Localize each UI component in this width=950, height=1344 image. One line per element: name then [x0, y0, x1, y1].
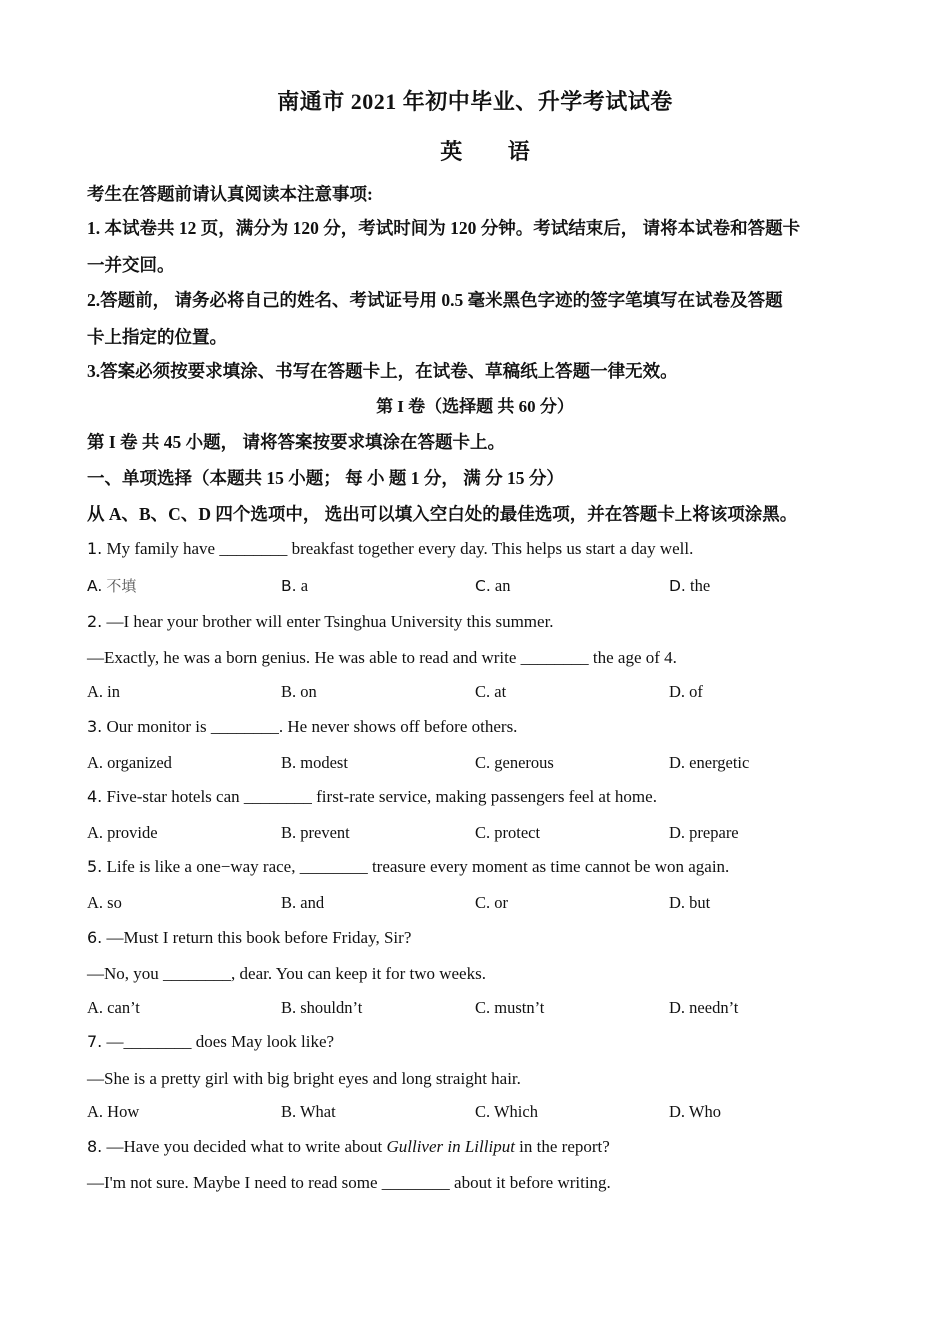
- option-letter: D.: [669, 893, 686, 912]
- q1-option-b: [281, 575, 308, 597]
- q4-option-c: [475, 822, 540, 844]
- exam-title: 南通市 2021 年初中毕业、升学考试试卷: [277, 89, 673, 114]
- option-letter: C.: [475, 998, 491, 1017]
- question-7-line2: —She is a pretty girl with big bright eyes and long straight hair.: [87, 1069, 521, 1088]
- option-text: of: [689, 682, 703, 701]
- option-letter: C.: [475, 1102, 491, 1121]
- option-letter: C.: [475, 753, 491, 772]
- option-letter: D.: [669, 682, 686, 701]
- option-letter: A.: [87, 753, 104, 772]
- section-instruction: 从 A、B、C、D 四个选项中， 选出可以填入空白处的最佳选项，并在答题卡上将该项涂黑。: [87, 504, 798, 524]
- option-letter: A.: [87, 577, 103, 595]
- q1-option-c: [475, 575, 510, 597]
- q5-option-b: [281, 892, 324, 914]
- option-text: modest: [300, 753, 348, 772]
- question-text-after: in the report?: [514, 1137, 610, 1156]
- option-text: on: [300, 682, 317, 701]
- question-text-before: —Have you decided what to write about: [106, 1137, 387, 1156]
- question-number: 1.: [87, 539, 103, 558]
- option-text: needn’t: [689, 998, 739, 1017]
- book-title: Gulliver in Lilliput: [386, 1137, 515, 1156]
- notice-item-2-cont: 卡上指定的位置。: [87, 327, 227, 347]
- option-text: mustn’t: [494, 998, 545, 1017]
- option-letter: D.: [669, 998, 686, 1017]
- option-letter: A.: [87, 823, 104, 842]
- q3-option-c: [475, 752, 554, 774]
- question-5-stem: [87, 856, 729, 878]
- q1-option-a: [87, 575, 136, 597]
- option-text: at: [494, 682, 507, 701]
- question-1-stem: [87, 538, 693, 560]
- option-letter: A.: [87, 682, 104, 701]
- question-number: 7.: [87, 1032, 103, 1051]
- question-text: —Must I return this book before Friday, Sir?: [106, 928, 412, 947]
- q5-option-c: [475, 892, 508, 914]
- option-text: prevent: [300, 823, 350, 842]
- q4-option-a: [87, 822, 158, 844]
- option-letter: B.: [281, 998, 297, 1017]
- q7-option-b: [281, 1101, 336, 1123]
- option-letter: B.: [281, 893, 297, 912]
- q6-option-d: [669, 997, 738, 1019]
- notice-heading: 考生在答题前请认真阅读本注意事项:: [87, 184, 373, 204]
- option-text: What: [299, 1102, 336, 1121]
- option-letter: B.: [281, 577, 297, 595]
- option-text: can’t: [107, 998, 140, 1017]
- option-letter: D.: [669, 823, 686, 842]
- q2-option-d: [669, 681, 703, 703]
- question-number: 3.: [87, 717, 103, 736]
- option-text: in: [107, 682, 121, 701]
- notice-item-1-cont: 一并交回。: [87, 255, 175, 275]
- q4-option-d: [669, 822, 739, 844]
- notice-item-1: 1. 本试卷共 12 页，满分为 120 分，考试时间为 120 分钟。考试结束后， 请将本试卷和答题卡: [87, 218, 801, 238]
- option-letter: B.: [281, 682, 297, 701]
- option-text: or: [494, 893, 509, 912]
- question-3-stem: [87, 716, 517, 738]
- q6-option-c: [475, 997, 544, 1019]
- question-6-stem: [87, 927, 411, 949]
- q4-option-b: [281, 822, 350, 844]
- option-text: and: [300, 893, 325, 912]
- q5-option-a: [87, 892, 122, 914]
- option-letter: B.: [281, 753, 297, 772]
- question-2-stem: [87, 611, 554, 633]
- option-letter: B.: [281, 1102, 297, 1121]
- q7-option-a: [87, 1101, 139, 1123]
- q2-option-b: [281, 681, 317, 703]
- option-letter: C.: [475, 682, 491, 701]
- option-text: shouldn’t: [300, 998, 363, 1017]
- option-text: energetic: [689, 753, 750, 772]
- subject-title: 英 语: [440, 139, 550, 164]
- question-7-stem: [87, 1031, 334, 1053]
- q2-option-c: [475, 681, 506, 703]
- question-4-stem: [87, 786, 657, 808]
- option-text: generous: [494, 753, 554, 772]
- option-text: the: [690, 576, 711, 595]
- option-text: provide: [107, 823, 158, 842]
- notice-item-3: 3.答案必须按要求填涂、书写在答题卡上，在试卷、草稿纸上答题一律无效。: [87, 361, 678, 381]
- question-8-stem: [87, 1136, 610, 1158]
- question-text: [107, 1137, 610, 1156]
- question-text: —________ does May look like?: [106, 1032, 335, 1051]
- option-letter: D.: [669, 1102, 686, 1121]
- question-number: 4.: [87, 787, 103, 806]
- option-letter: A.: [87, 998, 104, 1017]
- option-text: an: [494, 576, 511, 595]
- option-letter: C.: [475, 577, 491, 595]
- q3-option-a: [87, 752, 172, 774]
- question-6-line2: —No, you ________, dear. You can keep it for two weeks.: [87, 964, 486, 983]
- option-letter: D.: [669, 753, 686, 772]
- q2-option-a: [87, 681, 120, 703]
- option-text: protect: [494, 823, 541, 842]
- question-text: Our monitor is ________. He never shows off before others.: [106, 717, 518, 736]
- option-letter: C.: [475, 893, 491, 912]
- q5-option-d: [669, 892, 710, 914]
- option-letter: A.: [87, 1102, 104, 1121]
- question-number: 2.: [87, 612, 103, 631]
- part1-title: 第 I 卷（选择题 共 60 分）: [376, 397, 574, 416]
- q6-option-b: [281, 997, 362, 1019]
- question-number: 6.: [87, 928, 103, 947]
- option-letter: A.: [87, 893, 104, 912]
- option-letter: C.: [475, 823, 491, 842]
- question-number: 5.: [87, 857, 103, 876]
- option-text: Who: [688, 1102, 721, 1121]
- option-text: prepare: [689, 823, 739, 842]
- q7-option-c: [475, 1101, 538, 1123]
- option-text: Which: [493, 1102, 538, 1121]
- question-2-line2: —Exactly, he was a born genius. He was able to read and write ________ the age of 4.: [87, 648, 677, 667]
- section-title: 一、单项选择（本题共 15 小题； 每 小 题 1 分， 满 分 15 分）: [87, 468, 564, 488]
- question-text: Life is like a one−way race, ________ treasure every moment as time cannot be won again.: [106, 857, 730, 876]
- question-8-line2: —I'm not sure. Maybe I need to read some ________ about it before writing.: [87, 1173, 611, 1192]
- question-text: Five-star hotels can ________ first-rate service, making passengers feel at home.: [106, 787, 657, 806]
- q6-option-a: [87, 997, 140, 1019]
- option-text: so: [107, 893, 122, 912]
- q7-option-d: [669, 1101, 721, 1123]
- q3-option-d: [669, 752, 749, 774]
- part1-note: 第 I 卷 共 45 小题， 请将答案按要求填涂在答题卡上。: [87, 432, 506, 452]
- option-text: How: [107, 1102, 140, 1121]
- q1-option-d: [669, 575, 710, 597]
- option-letter: D.: [669, 577, 686, 595]
- option-text: 不填: [106, 577, 137, 595]
- question-text: My family have ________ breakfast together every day. This helps us start a day well.: [106, 539, 694, 558]
- notice-item-2: 2.答题前， 请务必将自己的姓名、考试证号用 0.5 毫米黑色字迹的签字笔填写在试卷及答题: [87, 290, 783, 310]
- option-letter: B.: [281, 823, 297, 842]
- option-text: a: [300, 576, 309, 595]
- question-number: 8.: [87, 1137, 103, 1156]
- option-text: but: [689, 893, 711, 912]
- option-text: organized: [107, 753, 172, 772]
- q3-option-b: [281, 752, 348, 774]
- question-text: —I hear your brother will enter Tsinghua University this summer.: [106, 612, 554, 631]
